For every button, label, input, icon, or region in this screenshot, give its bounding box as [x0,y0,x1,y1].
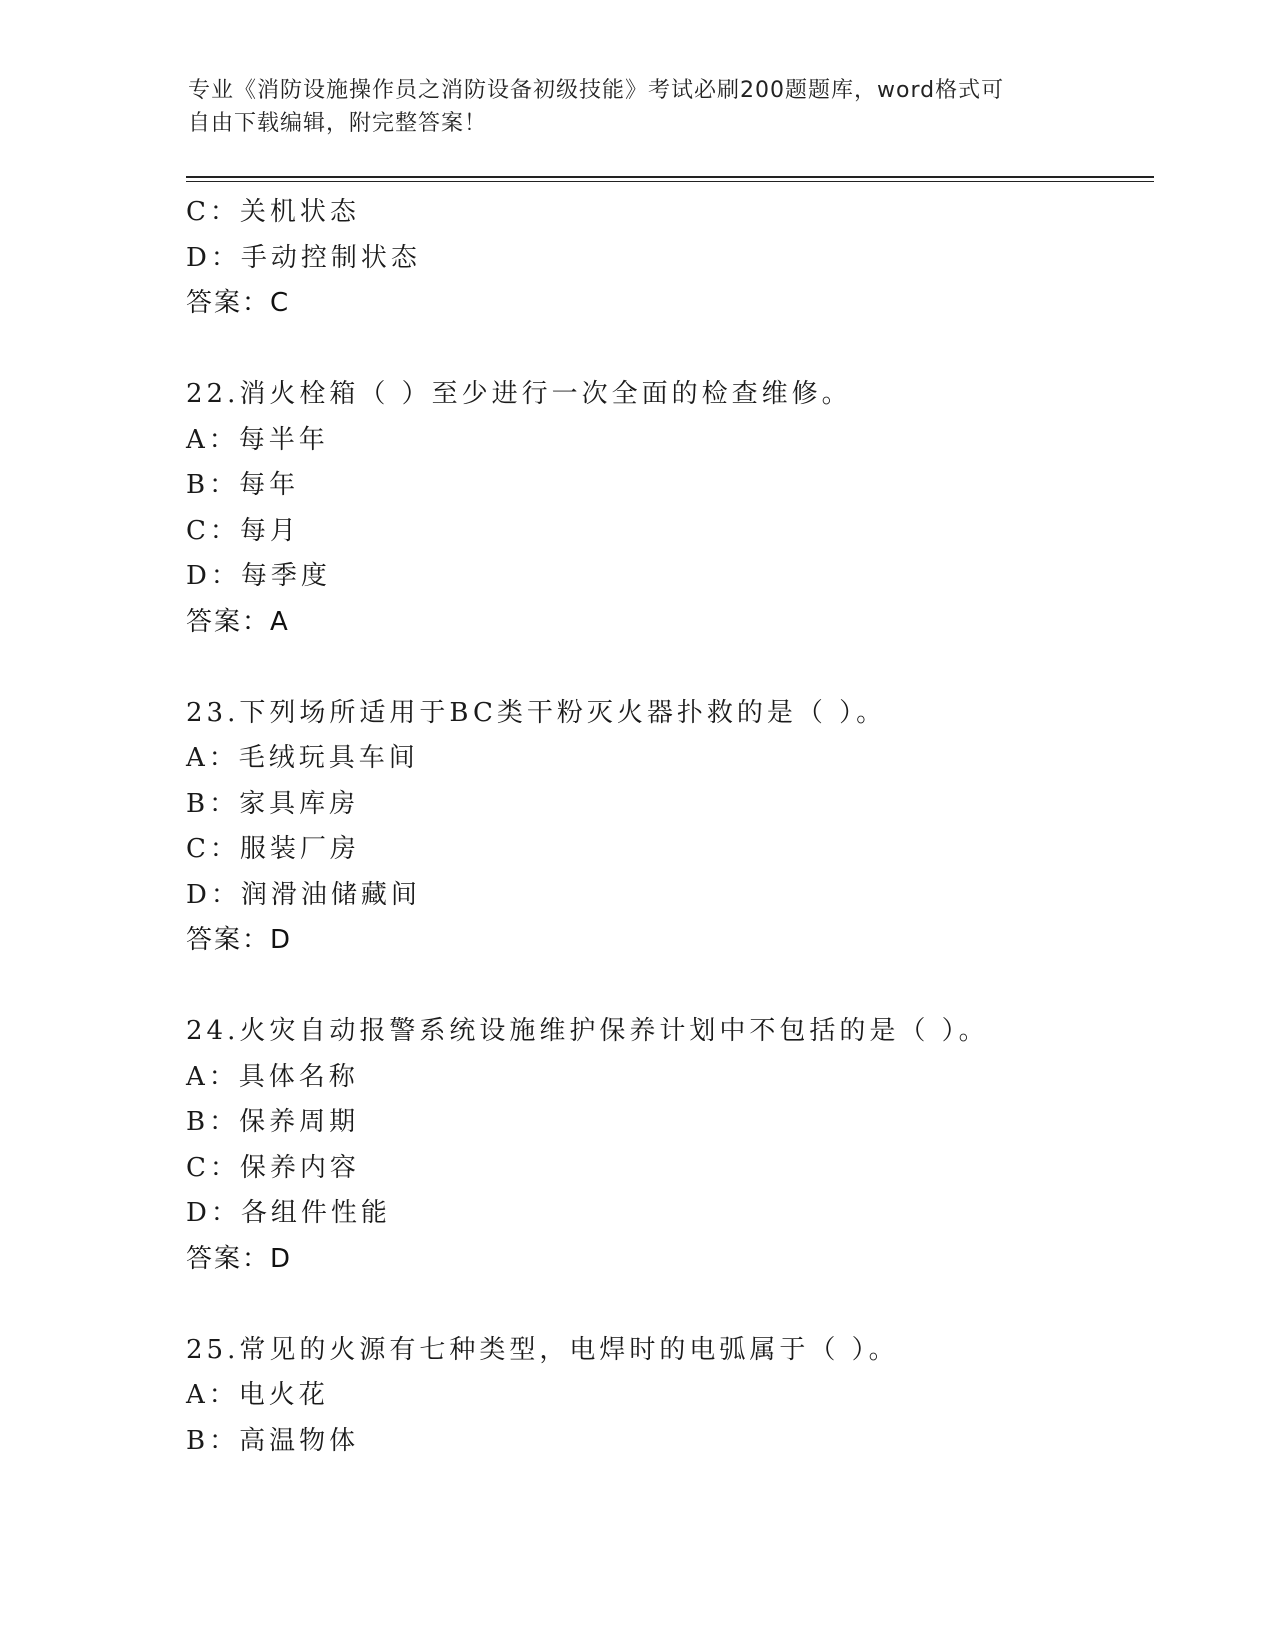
option-a: A：电火花 [186,1380,329,1410]
document-header [188,74,1088,140]
question-23 [186,691,1146,964]
answer-line: 答案：D [186,1243,293,1274]
option-b: B：保养周期 [186,1107,360,1137]
option-b: B：家具库房 [186,788,360,819]
option-a: A：具体名称 [186,1061,359,1092]
option-b: B：高温物体 [186,1425,360,1456]
question-stem: 23.下列场所适用于BC类干粉灭火器扑救的是（ ）。 [186,697,887,728]
answer-line: 答案：A [186,606,290,637]
question-stem: 22.消火栓箱（ ）至少进行一次全面的检查维修。 [186,379,852,409]
option-a: A：每半年 [186,424,329,455]
question-24 [186,1009,1146,1282]
option-c: C：关机状态 [186,197,360,227]
option-a: A：毛绒玩具车间 [186,743,419,773]
option-d: D：手动控制状态 [186,242,421,273]
question-stem: 24.火灾自动报警系统设施维护保养计划中不包括的是（ ）。 [186,1016,989,1046]
header-divider-thick [186,176,1154,178]
question-list [186,190,1146,1464]
option-d: D：润滑油储藏间 [186,879,421,910]
question-25 [186,1328,1146,1465]
answer-line: 答案：C [186,288,291,318]
option-c: C：服装厂房 [186,834,360,864]
header-line-2: 自由下载编辑，附完整答案！ [188,111,488,136]
header-divider-thin [186,181,1154,182]
question-22 [186,372,1146,645]
option-c: C：每月 [186,515,300,546]
option-c: C：保养内容 [186,1152,360,1183]
header-line-1: 专业《消防设施操作员之消防设备初级技能》考试必刷200题题库，word格式可 [188,78,1005,103]
question-21-continued [186,190,1146,327]
question-stem: 25.常见的火源有七种类型，电焊时的电弧属于（ ）。 [186,1334,899,1365]
option-d: D：每季度 [186,561,331,591]
option-d: D：各组件性能 [186,1198,391,1228]
answer-line: 答案：D [186,925,293,955]
option-b: B：每年 [186,470,300,500]
